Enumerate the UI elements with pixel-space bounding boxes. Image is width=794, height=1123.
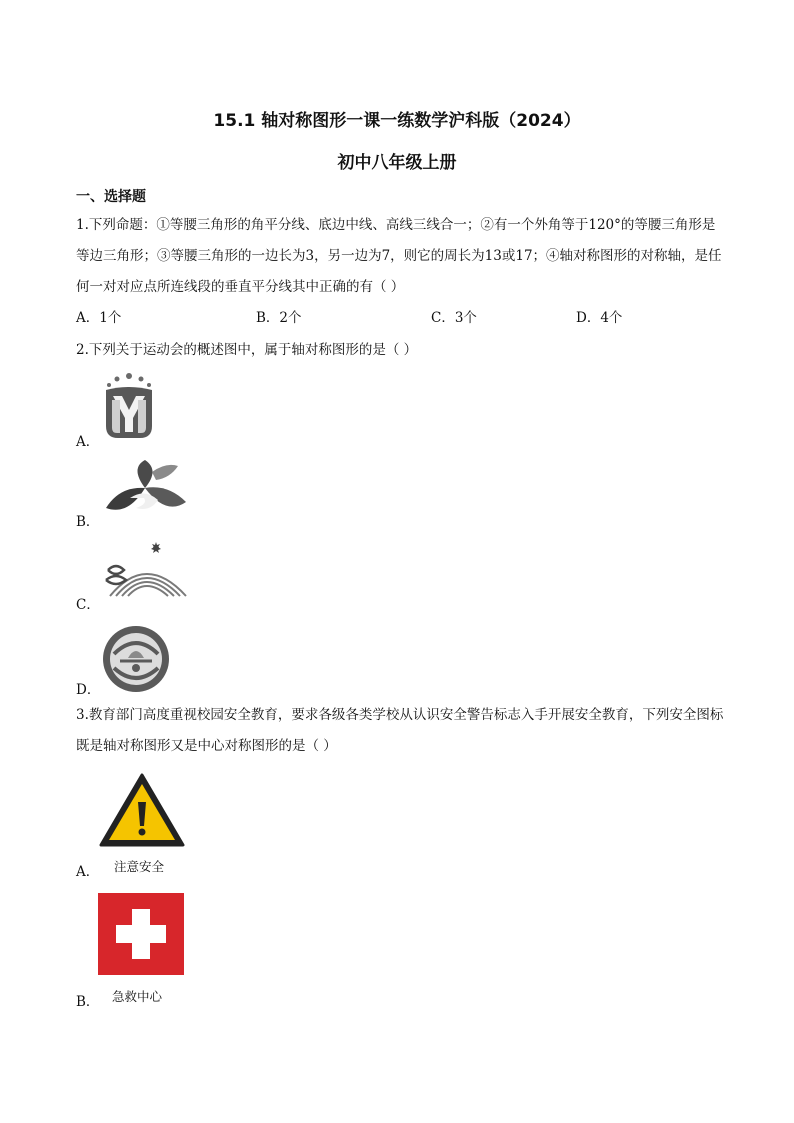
q1-option-d: D．4个: [576, 310, 623, 326]
section-heading: 一、选择题: [76, 189, 146, 205]
question-1-text: 1.下列命题：①等腰三角形的角平分线、底边中线、高线三线合一；②有一个外角等于120°的等腰三角形是等边三角形；③等腰三角形的一边长为3，另一边为7，则它的周长为13或17；④轴对称图形的对称轴，是任何一对对应点所连线段的垂直平分线其中正确的有（ ）: [76, 217, 722, 295]
q1-option-c: C．3个: [431, 310, 477, 326]
q2-option-b-label: B．: [76, 514, 100, 530]
q3-option-b-label: B．: [76, 994, 100, 1010]
q2-option-a-label: A．: [76, 434, 100, 450]
q3-caption-b: 急救中心: [112, 989, 163, 1004]
document-title: 15.1 轴对称图形一课一练数学沪科版（2024）: [213, 111, 581, 131]
q2-option-d-label: D．: [76, 682, 101, 698]
emblem-shield-icon: [100, 370, 158, 442]
q1-option-a: A．1个: [76, 310, 122, 326]
question-2-text: 2.下列关于运动会的概述图中，属于轴对称图形的是（ ）: [76, 342, 418, 358]
q3-option-a-label: A．: [76, 864, 100, 880]
flower-swirl-icon: [100, 458, 190, 522]
question-3-text: 3.教育部门高度重视校园安全教育，要求各级各类学校从认识安全警告标志入手开展安全教育，下列安全图标既是轴对称图形又是中心对称图形的是（ ）: [76, 707, 724, 754]
rainbow-arc-icon: [100, 540, 192, 602]
first-aid-cross-icon: [98, 893, 184, 975]
round-seal-icon: [100, 624, 172, 694]
warning-sign-icon: [98, 772, 186, 848]
q3-caption-a: 注意安全: [114, 859, 165, 874]
q1-option-b: B．2个: [256, 310, 302, 326]
document-subtitle: 初中八年级上册: [337, 153, 457, 173]
q2-option-c-label: C．: [76, 597, 100, 613]
